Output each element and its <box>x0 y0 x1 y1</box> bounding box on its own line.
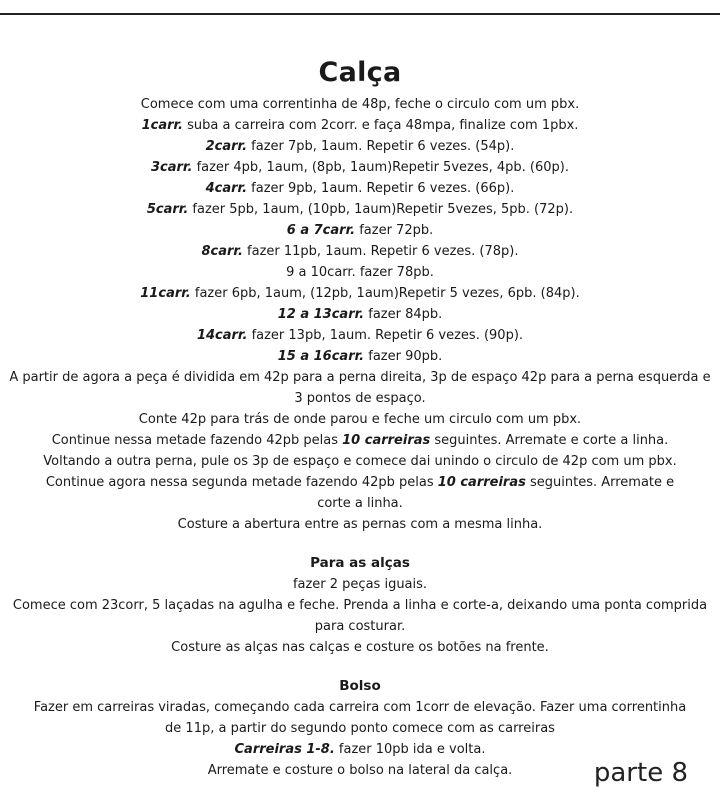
pocket-rows-line: Carreiras 1-8. fazer 10pb ida e volta. <box>234 742 486 757</box>
pocket-finish-line: Arremate e costure o bolso na lateral da calça. <box>207 763 513 778</box>
instruction-line: 4carr. fazer 9pb, 1aum. Repetir 6 vezes. (66p). <box>205 181 515 196</box>
instruction-line: 11carr. fazer 6pb, 1aum, (12pb, 1aum)Repetir 5 vezes, 6pb. (84p). <box>140 286 580 301</box>
instruction-line: 5carr. fazer 5pb, 1aum, (10pb, 1aum)Repetir 5vezes, 5pb. (72p). <box>146 202 574 217</box>
instruction-line: 3carr. fazer 4pb, 1aum, (8pb, 1aum)Repetir 5vezes, 4pb. (60p). <box>151 160 569 175</box>
straps-line: fazer 2 peças iguais. <box>292 577 428 592</box>
instruction-line: 6 a 7carr. fazer 72pb. <box>286 223 434 238</box>
instruction-list <box>0 94 720 367</box>
instruction-line: 14carr. fazer 13pb, 1aum. Repetir 6 vezes. (90p). <box>196 328 524 343</box>
pattern-document <box>0 58 720 781</box>
instruction-line: Comece com uma correntinha de 48p, feche o circulo com um pbx. <box>140 97 580 112</box>
instruction-line: 8carr. fazer 11pb, 1aum. Repetir 6 vezes. (78p). <box>201 244 519 259</box>
instruction-line: 12 a 13carr. fazer 84pb. <box>277 307 443 322</box>
second-half-paragraph: Continue agora nessa segunda metade fazendo 42pb pelas 10 carreiras seguintes. Arremate e corte a linha. <box>45 475 675 511</box>
instruction-line: 1carr. suba a carreira com 2corr. e faça 48mpa, finalize com 1pbx. <box>141 118 579 133</box>
split-paragraph: A partir de agora a peça é dividida em 42p para a perna direita, 3p de espaço 42p para a perna esquerda e 3 pontos de espaço. <box>9 370 711 406</box>
sew-legs-line: Costure a abertura entre as pernas com a mesma linha. <box>177 517 543 532</box>
page-title: Calça <box>318 57 402 88</box>
instruction-line: 15 a 16carr. fazer 90pb. <box>277 349 443 364</box>
instruction-line: 9 a 10carr. fazer 78pb. <box>286 265 434 280</box>
first-half-line: Continue nessa metade fazendo 42pb pelas 10 carreiras seguintes. Arremate e corte a linha. <box>51 433 669 448</box>
straps-line: Costure as alças nas calças e costure os botões na frente. <box>171 640 549 655</box>
count-back-line: Conte 42p para trás de onde parou e feche um circulo com um pbx. <box>138 412 582 427</box>
top-border-line <box>0 13 720 15</box>
pocket-heading: Bolso <box>339 678 381 694</box>
straps-line: Comece com 23corr, 5 laçadas na agulha e feche. Prenda a linha e corte-a, deixando uma ponta comprida para costurar. <box>12 598 708 634</box>
other-leg-line: Voltando a outra perna, pule os 3p de espaço e comece dai unindo o circulo de 42p com um pbx. <box>43 454 677 469</box>
part-label: parte 8 <box>593 758 688 788</box>
instruction-line: 2carr. fazer 7pb, 1aum. Repetir 6 vezes. (54p). <box>205 139 515 154</box>
pocket-intro: Fazer em carreiras viradas, começando cada carreira com 1corr de elevação. Fazer uma correntinha de 11p, a partir do segundo ponto comece com as carreiras <box>33 700 687 736</box>
straps-heading: Para as alças <box>310 555 410 571</box>
